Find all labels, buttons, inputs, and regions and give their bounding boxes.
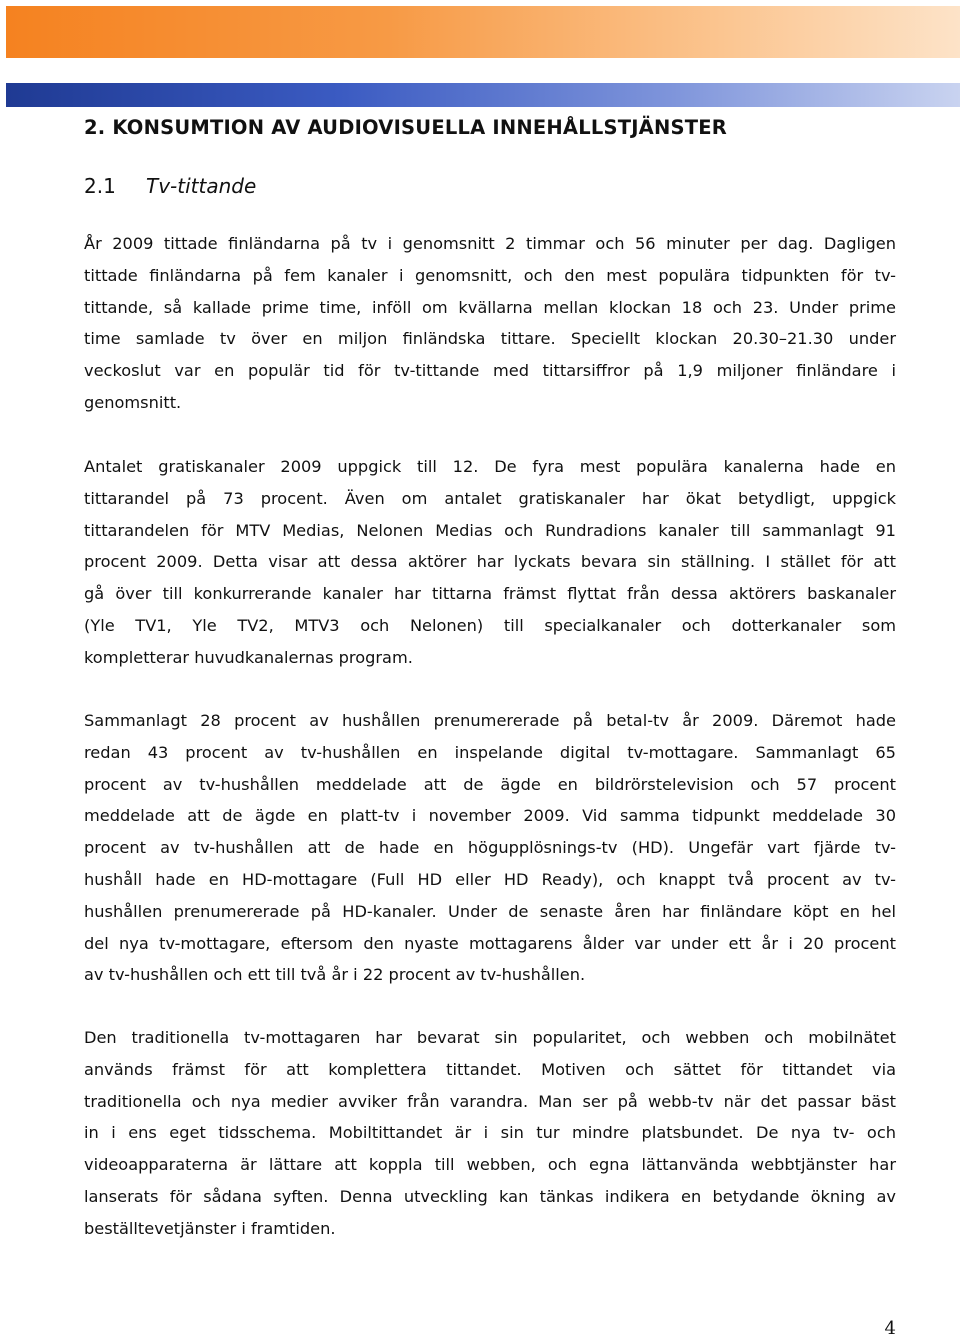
text-line: time samlade tv över en miljon finländska tittare. Speciellt klockan 20.30–21.30 under — [84, 329, 896, 349]
text-line: meddelade att de ägde en platt-tv i november 2009. Vid samma tidpunkt meddelade 30 — [84, 806, 896, 826]
paragraph-tv-viewing-time — [84, 228, 896, 419]
paragraph-traditional-tv-and-web — [84, 1022, 896, 1245]
text-line: År 2009 tittade finländarna på tv i genomsnitt 2 timmar och 56 minuter per dag. Dagligen — [84, 234, 896, 253]
text-line: beställtevetjänster i framtiden. — [84, 1218, 336, 1238]
paragraph-pay-tv-and-devices — [84, 705, 896, 991]
text-line: veckoslut var en populär tid för tv-tittande med tittarsiffror på 1,9 miljoner finländare i — [84, 361, 896, 381]
text-line: genomsnitt. — [84, 392, 182, 412]
text-line: lanserats för sådana syften. Denna utveckling kan tänkas indikera en betydande ökning av — [84, 1186, 896, 1206]
text-line: Den traditionella tv-mottagaren har bevarat sin popularitet, och webben och mobilnätet — [84, 1028, 896, 1047]
subsection-title: Tv-tittande — [146, 174, 257, 198]
text-line: (Yle TV1, Yle TV2, MTV3 och Nelonen) till specialkanaler och dotterkanaler som — [84, 615, 896, 635]
subsection-heading — [84, 174, 256, 198]
text-line: procent 2009. Detta visar att dessa aktörer har lyckats bevara sin ställning. I stället för att — [84, 552, 896, 572]
text-line: av tv-hushållen och ett till två år i 22 procent av tv-hushållen. — [84, 965, 586, 985]
text-line: procent av tv-hushållen meddelade att de ägde en bildrörstelevision och 57 procent — [84, 774, 896, 794]
text-line: används främst för att komplettera tittandet. Motiven och sättet för tittandet via — [84, 1059, 896, 1079]
text-line: in i ens eget tidsschema. Mobiltittandet är i sin tur mindre platsbundet. De nya tv- och — [84, 1123, 896, 1143]
text-line: kompletterar huvudkanalernas program. — [84, 647, 413, 667]
text-line: tittarandel på 73 procent. Även om antalet gratiskanaler har ökat betydligt, uppgick — [84, 488, 896, 508]
header-band-orange — [6, 6, 960, 58]
text-line: tittade finländarna på fem kanaler i genomsnitt, och den mest populära tidpunkten för tv- — [84, 265, 896, 285]
text-line: gå över till konkurrerande kanaler har tittarna främst flyttat från dessa aktörers baskanaler — [84, 584, 896, 604]
page-number: 4 — [884, 1318, 896, 1339]
text-line: videoapparaterna är lättare att koppla till webben, och egna lättanvända webbtjänster har — [84, 1155, 896, 1175]
paragraph-free-channels — [84, 451, 896, 674]
text-line: del nya tv-mottagare, eftersom den nyaste mottagarens ålder var under ett år i 20 procent — [84, 933, 896, 953]
subsection-number: 2.1 — [84, 174, 116, 198]
header-band-blue — [6, 83, 960, 107]
text-line: hushållen prenumererade på HD-kanaler. Under de senaste åren har finländare köpt en hel — [84, 901, 896, 921]
text-line: Sammanlagt 28 procent av hushållen prenumererade på betal-tv år 2009. Däremot hade — [84, 711, 896, 730]
text-line: traditionella och nya medier avviker från varandra. Man ser på webb-tv när det passar bäst — [84, 1091, 896, 1111]
text-line: hushåll hade en HD-mottagare (Full HD eller HD Ready), och knappt två procent av tv- — [84, 869, 896, 889]
text-line: Antalet gratiskanaler 2009 uppgick till 12. De fyra mest populära kanalerna hade en — [84, 457, 896, 476]
section-heading: 2. KONSUMTION AV AUDIOVISUELLA INNEHÅLLSTJÄNSTER — [84, 116, 727, 139]
text-line: procent av tv-hushållen att de hade en högupplösnings-tv (HD). Ungefär vart fjärde tv- — [84, 838, 896, 858]
text-line: tittarandelen för MTV Medias, Nelonen Medias och Rundradions kanaler till sammanlagt 91 — [84, 520, 896, 540]
text-line: redan 43 procent av tv-hushållen en inspelande digital tv-mottagare. Sammanlagt 65 — [84, 742, 896, 762]
text-line: tittande, så kallade prime time, inföll om kvällarna mellan klockan 18 och 23. Under prime — [84, 297, 896, 317]
